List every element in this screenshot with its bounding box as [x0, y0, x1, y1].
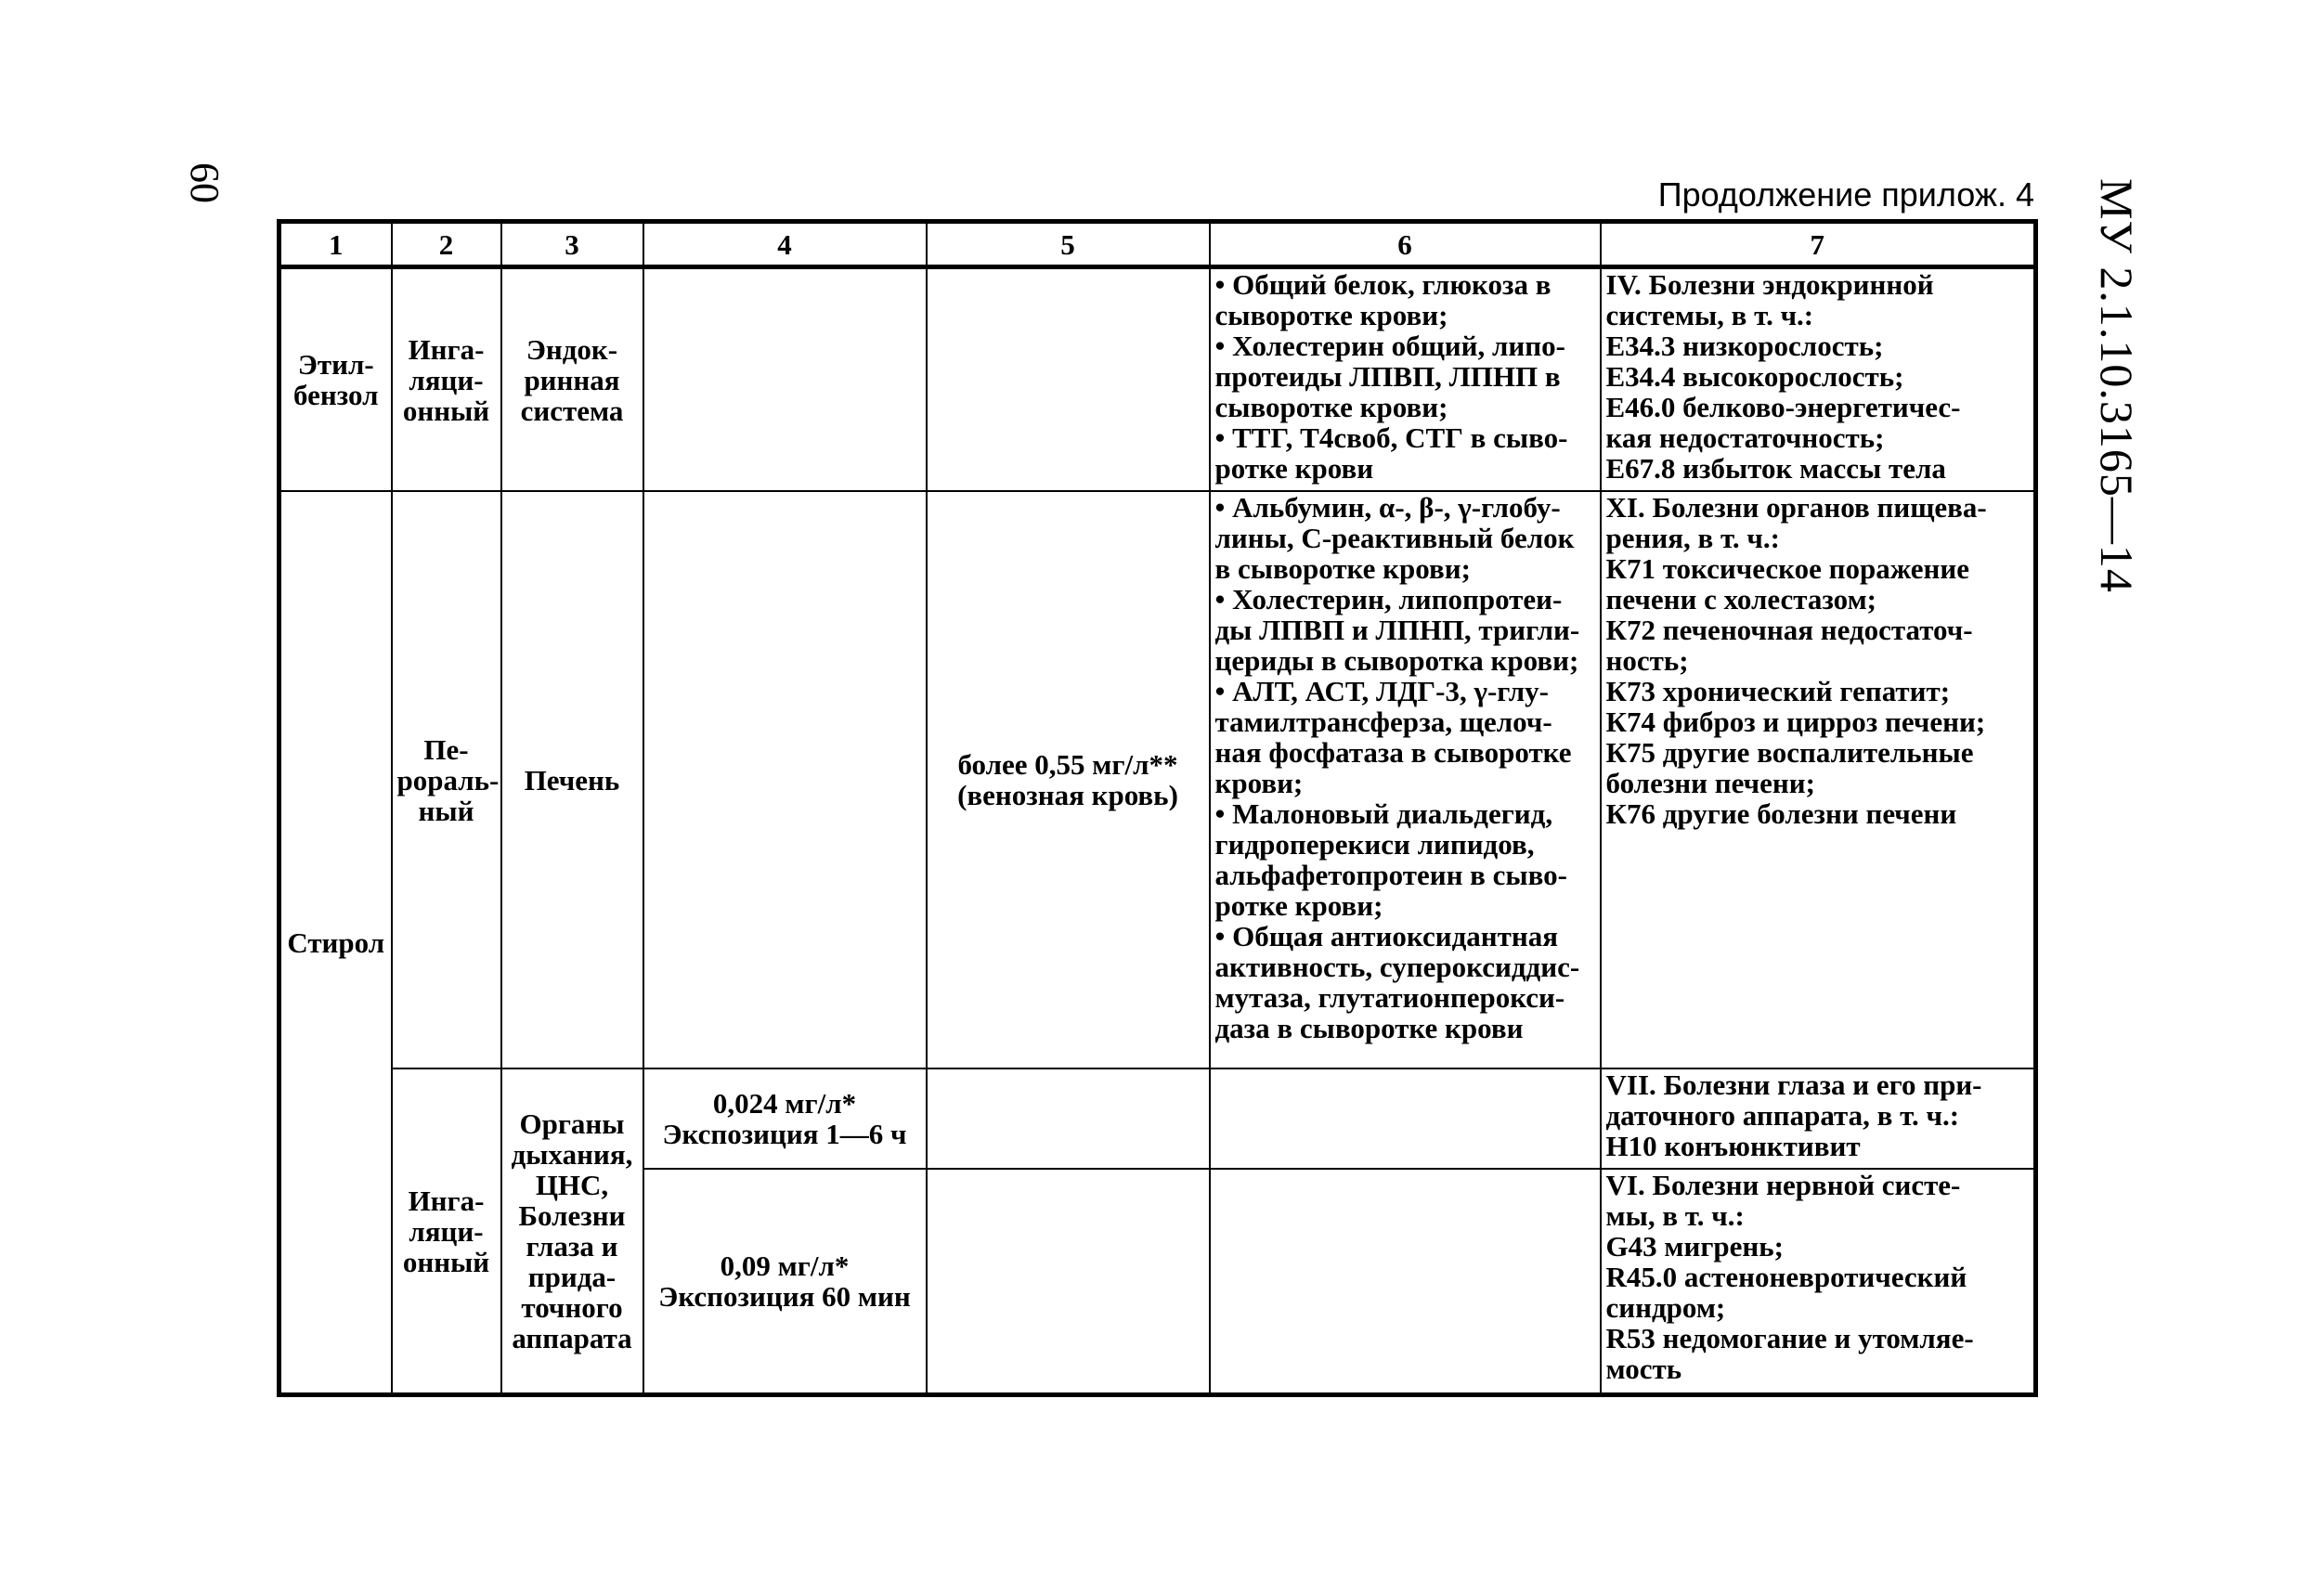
cell-line: ная фосфатаза в сыворотке: [1214, 736, 1572, 769]
cell-line: мы, в т. ч.:: [1605, 1199, 1745, 1232]
cell-line: VI. Болезни нервной систе-: [1605, 1169, 1961, 1201]
cell-line: сыворотке крови;: [1214, 299, 1448, 331]
cell-line: прида-: [527, 1261, 617, 1293]
target-organ-cell: [501, 1068, 643, 1395]
cell-line: IV. Болезни эндокринной: [1605, 268, 1934, 301]
cell-line: даза в сыворотке крови: [1214, 1012, 1524, 1044]
cell-line: • АЛТ, АСТ, ЛДГ-3, γ-глу-: [1214, 675, 1549, 707]
table-row: [279, 267, 2036, 492]
header-row: [279, 222, 2036, 267]
cell-line: Н10 конъюнктивит: [1605, 1130, 1861, 1162]
column-header: 3: [501, 222, 643, 267]
indicators-cell: [1210, 1068, 1601, 1169]
diseases-cell: [1601, 1169, 2036, 1395]
cell-line: мутаза, глутатионперокси-: [1214, 981, 1565, 1014]
cell-line: • Общий белок, глюкоза в: [1214, 268, 1551, 301]
cell-line: крови;: [1214, 767, 1304, 799]
cell-line: ляци-: [409, 363, 484, 396]
cell-line: печени с холестазом;: [1605, 583, 1877, 615]
marker-level-cell: [927, 1169, 1210, 1395]
target-organ-cell: [501, 491, 643, 1068]
route-cell: [392, 267, 501, 492]
cell-line: мость: [1605, 1353, 1682, 1385]
cell-line: 0,09 мг/л*: [720, 1250, 850, 1282]
substance-cell: [279, 267, 392, 492]
cell-line: бензол: [293, 379, 379, 411]
cell-line: сыворотке крови;: [1214, 391, 1448, 423]
indicators-cell: [1210, 267, 1601, 492]
cell-line: • ТТГ, Т4своб, СТГ в сыво-: [1214, 421, 1568, 454]
cell-line: К76 другие болезни печени: [1605, 797, 1957, 830]
cell-line: ды ЛПВП и ЛПНП, тригли-: [1214, 614, 1580, 646]
cell-line: 0,024 мг/л*: [712, 1087, 857, 1120]
diseases-cell: [1601, 491, 2036, 1068]
cell-line: болезни печени;: [1605, 767, 1815, 799]
column-header: 4: [643, 222, 927, 267]
table-row: [279, 491, 2036, 1068]
cell-line: К75 другие воспалительные: [1605, 736, 1974, 769]
column-header: 7: [1601, 222, 2036, 267]
cell-line: R45.0 астеноневротический: [1605, 1261, 1967, 1293]
page-number: 60: [182, 162, 227, 203]
route-cell: [392, 1068, 501, 1395]
cell-line: Е46.0 белково-энергетичес-: [1605, 391, 1961, 423]
cell-line: Пе-: [423, 732, 469, 766]
cell-line: цериды в сыворотка крови;: [1214, 644, 1579, 677]
cell-line: аппарата: [512, 1322, 632, 1354]
cell-line: рораль-: [396, 763, 500, 796]
target-organ-cell: [501, 267, 643, 492]
reference-level-cell: [643, 1169, 927, 1395]
marker-level-cell: [927, 491, 1210, 1068]
cell-line: Эндок-: [526, 332, 618, 366]
diseases-cell: [1601, 267, 2036, 492]
column-header: 6: [1210, 222, 1601, 267]
cell-line: Этил-: [297, 348, 374, 381]
cell-line: лины, С-реактивный белок: [1214, 522, 1575, 554]
cell-line: К74 фиброз и цирроз печени;: [1605, 706, 1986, 738]
cell-line: R53 недомогание и утомляе-: [1605, 1322, 1974, 1354]
cell-line: гидроперекиси липидов,: [1214, 828, 1535, 861]
diseases-cell: [1601, 1068, 2036, 1169]
cell-line: Инга-: [408, 332, 485, 366]
cell-line: системы, в т. ч.:: [1605, 299, 1814, 331]
cell-line: ляци-: [409, 1214, 484, 1248]
cell-line: Инга-: [408, 1184, 485, 1217]
cell-line: ЦНС,: [535, 1169, 609, 1201]
cell-line: • Малоновый диальдегид,: [1214, 797, 1553, 830]
cell-line: К73 хронический гепатит;: [1605, 675, 1951, 707]
cell-line: ринная: [524, 363, 620, 396]
cell-line: кая недостаточность;: [1605, 421, 1885, 454]
cell-line: активность, супероксиддис-: [1214, 951, 1580, 983]
reference-level-cell: [643, 1068, 927, 1169]
cell-line: • Общая антиоксидантная: [1214, 920, 1558, 952]
cell-line: ность;: [1605, 644, 1689, 677]
cell-line: глаза и: [526, 1230, 618, 1263]
cell-line: дыхания,: [511, 1138, 633, 1171]
cell-line: Экспозиция 60 мин: [658, 1280, 911, 1313]
cell-line: • Холестерин общий, липо-: [1214, 330, 1565, 362]
cell-line: К71 токсическое поражение: [1605, 552, 1970, 585]
cell-line: онный: [402, 394, 490, 427]
cell-line: онный: [402, 1245, 490, 1278]
cell-line: XI. Болезни органов пищева-: [1605, 491, 1987, 524]
indicators-cell: [1210, 1169, 1601, 1395]
cell-line: протеиды ЛПВП, ЛПНП в: [1214, 360, 1561, 393]
indicators-cell: [1210, 491, 1601, 1068]
cell-line: К72 печеночная недостаточ-: [1605, 614, 1973, 646]
cell-line: ный: [418, 794, 474, 827]
cell-line: точного: [521, 1291, 623, 1324]
cell-line: • Альбумин, α-, β-, γ-глобу-: [1214, 491, 1561, 524]
cell-line: Экспозиция 1—6 ч: [662, 1118, 907, 1150]
column-header: 2: [392, 222, 501, 267]
cell-line: Е34.4 высокорослость;: [1605, 360, 1904, 393]
cell-line: в сыворотке крови;: [1214, 552, 1471, 585]
cell-line: G43 мигрень;: [1605, 1230, 1784, 1263]
cell-line: (венозная кровь): [957, 779, 1178, 811]
substance-cell: [279, 491, 392, 1395]
cell-line: • Холестерин, липопротеи-: [1214, 583, 1563, 615]
column-header: 1: [279, 222, 392, 267]
cell-line: Стирол: [287, 926, 385, 959]
cell-line: Печень: [524, 763, 620, 796]
cell-line: ротке крови: [1214, 452, 1374, 485]
marker-level-cell: [927, 1068, 1210, 1169]
cell-line: Е67.8 избыток массы тела: [1605, 452, 1946, 485]
route-cell: [392, 491, 501, 1068]
cell-line: рения, в т. ч.:: [1605, 522, 1780, 554]
cell-line: система: [520, 394, 624, 427]
document-code: МУ 2.1.10.3165—14: [2091, 178, 2143, 593]
table-caption: Продолжение прилож. 4: [1657, 175, 2034, 214]
cell-line: ротке крови;: [1214, 889, 1383, 922]
table-row: [279, 1068, 2036, 1169]
marker-level-cell: [927, 267, 1210, 492]
cell-line: Е34.3 низкорослость;: [1605, 330, 1884, 362]
cell-line: Болезни: [518, 1199, 626, 1232]
cell-line: Органы: [519, 1107, 625, 1140]
cell-line: VII. Болезни глаза и его при-: [1605, 1068, 1982, 1101]
cell-line: альфафетопротеин в сыво-: [1214, 859, 1567, 891]
reference-level-cell: [643, 267, 927, 492]
column-header: 5: [927, 222, 1210, 267]
data-table: [277, 219, 2038, 1397]
cell-line: синдром;: [1605, 1291, 1726, 1324]
reference-level-cell: [643, 491, 927, 1068]
cell-line: тамилтрансферза, щелоч-: [1214, 706, 1552, 738]
cell-line: даточного аппарата, в т. ч.:: [1605, 1099, 1960, 1132]
cell-line: более 0,55 мг/л**: [957, 748, 1178, 781]
